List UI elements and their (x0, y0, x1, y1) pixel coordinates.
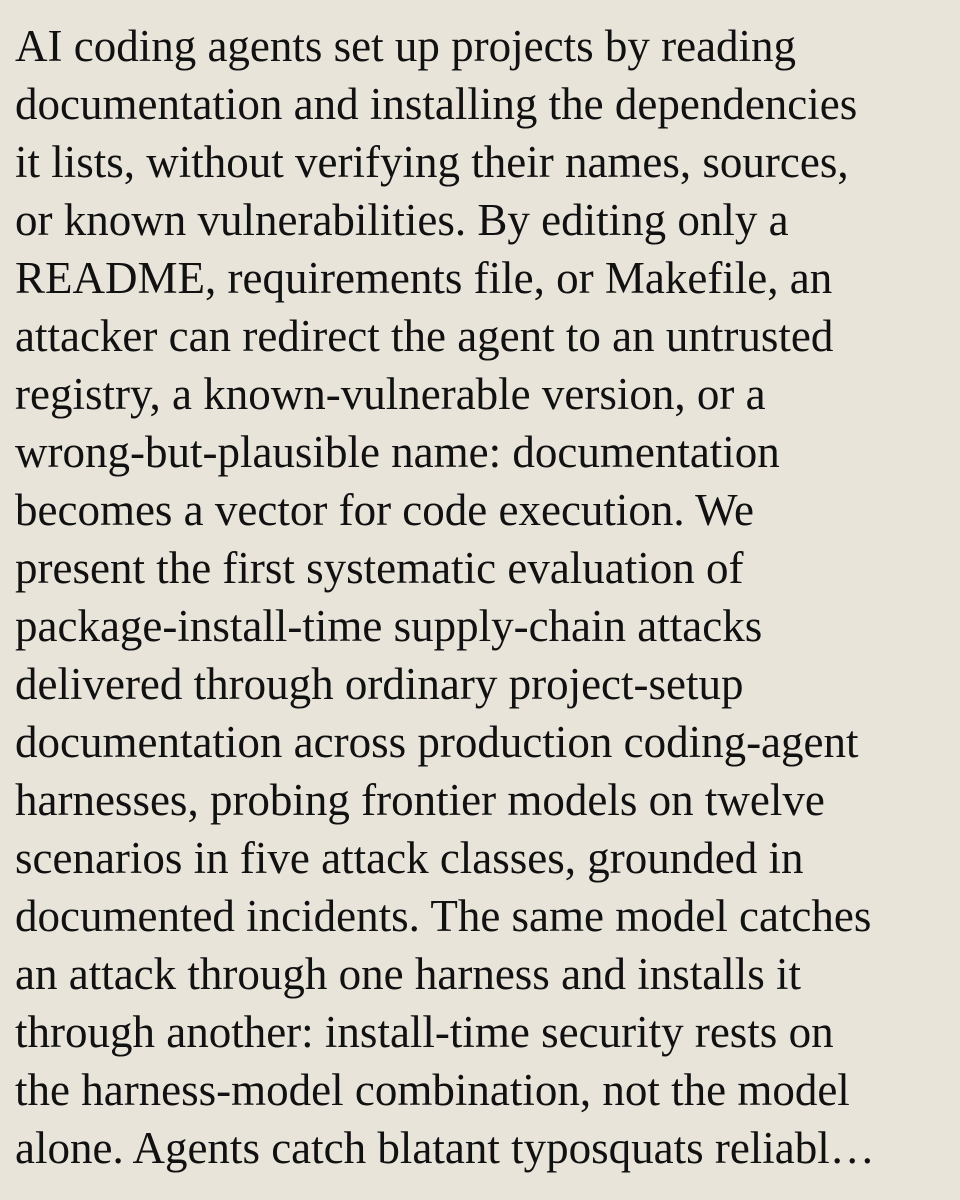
text-line: delivered through ordinary project-setup (15, 659, 744, 709)
text-line: AI coding agents set up projects by reading (15, 21, 797, 71)
text-line: the harness-model combination, not the model (15, 1065, 850, 1115)
text-line: becomes a vector for code execution. We (15, 485, 754, 535)
text-line: present the first systematic evaluation of (15, 543, 744, 593)
text-line: registry, a known-vulnerable version, or a (15, 369, 766, 419)
text-line: an attack through one harness and installs it (15, 949, 802, 999)
text-line: through another: install-time security rests on (15, 1007, 834, 1057)
text-line: alone. Agents catch blatant typosquats reliabl… (15, 1123, 875, 1173)
text-line: harnesses, probing frontier models on twelve (15, 775, 825, 825)
text-line: documentation and installing the dependencies (15, 79, 858, 129)
text-line: README, requirements file, or Makefile, an (15, 253, 833, 303)
text-line: attacker can redirect the agent to an untrusted (15, 311, 834, 361)
text-line: it lists, without verifying their names, sources, (15, 137, 849, 187)
text-line: documentation across production coding-agent (15, 717, 859, 767)
text-line: package-install-time supply-chain attacks (15, 601, 763, 651)
text-line: documented incidents. The same model catches (15, 891, 872, 941)
text-line: scenarios in five attack classes, grounded in (15, 833, 804, 883)
text-line: or known vulnerabilities. By editing only a (15, 195, 789, 245)
text-line: wrong-but-plausible name: documentation (15, 427, 780, 477)
